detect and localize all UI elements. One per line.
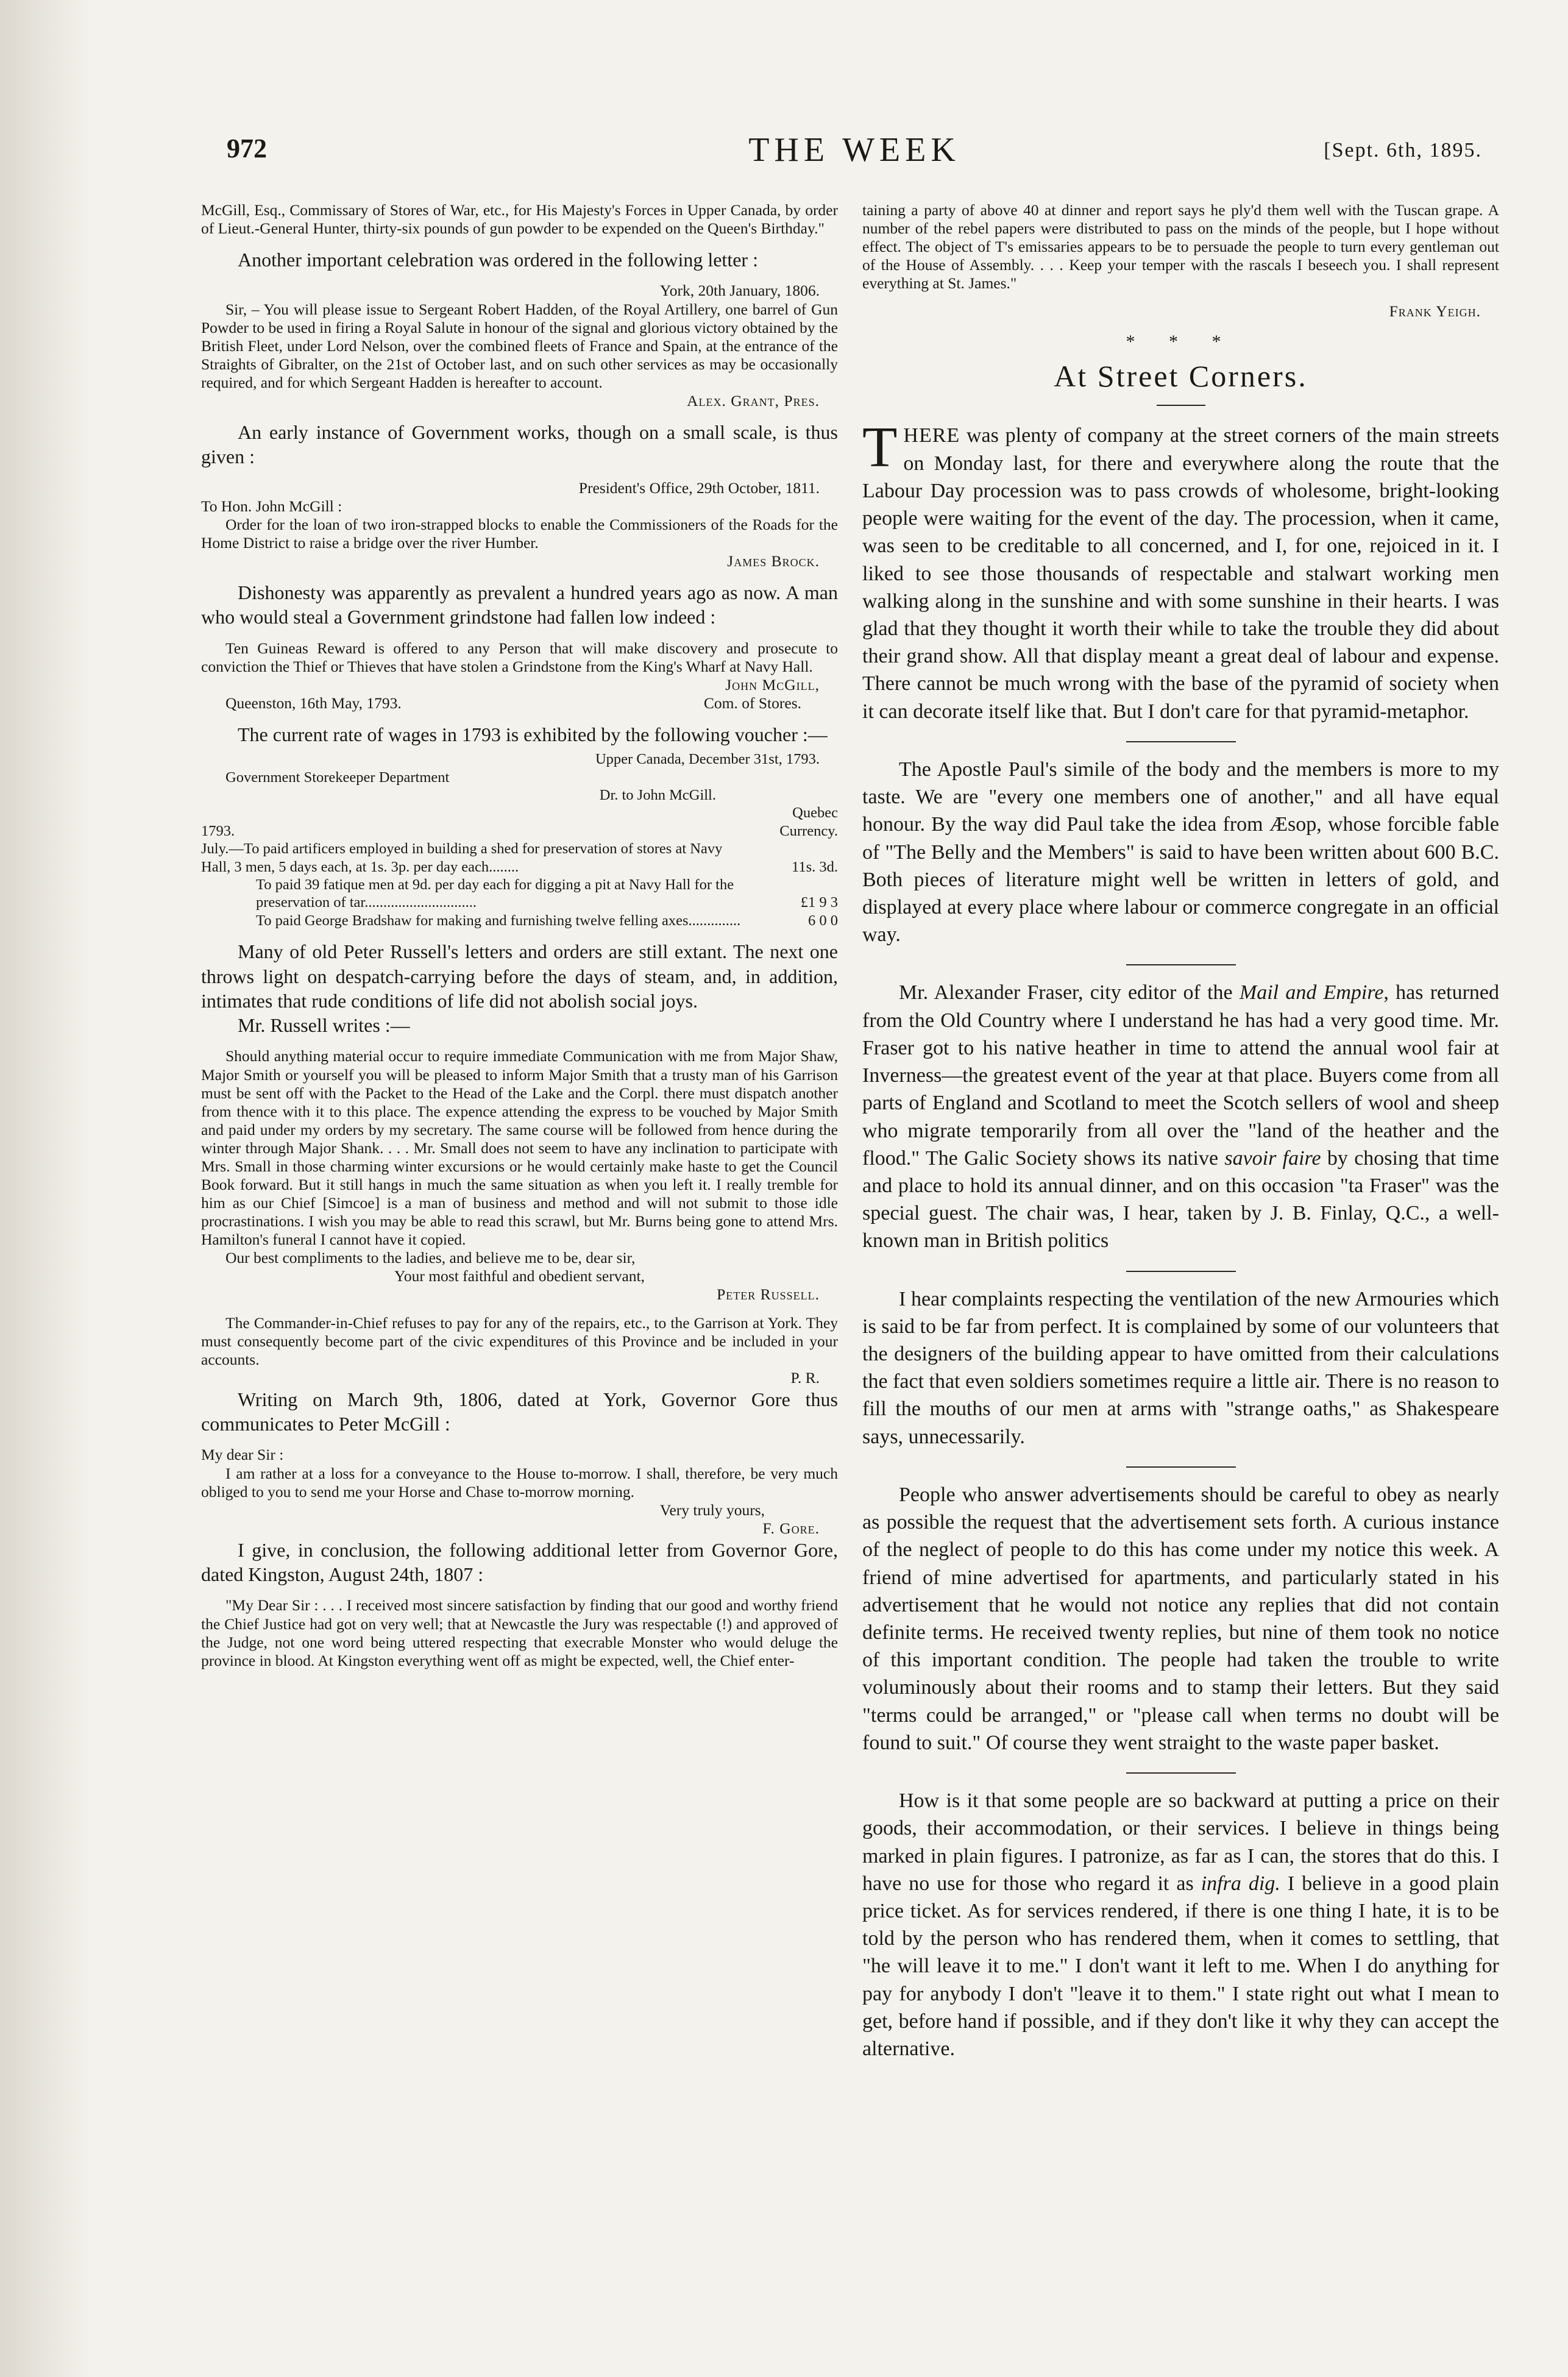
postscript-note: The Commander-in-Chief refuses to pay for any of the repairs, etc., to the Garrison at York. They must consequently become part of the civic expenditures of this Province and be included in your accounts. [201, 1313, 838, 1368]
body-paragraph: Many of old Peter Russell's letters and orders are still extant. The next one throws light on despatch-carrying before the days of steam, and, in addition, intimates that rude conditions of life did not abolish social joys. [201, 940, 838, 1012]
quoted-letter: Should anything material occur to require immediate Communication with me from Major Shaw, Major Smith or yourself you will be pleased to inform Major Smith that a trusty man of his Garrison must be sent off with the Packet to the Head of the Lake and the Corpl. there must dispatch another from thence with it to this place. The expence attending the express to be vouched by Major Smith and paid under my orders by my secretary. The same course will be followed from hence during the winter through Major Shank. . . . Mr. Small does not seem to have any inclination to participate with Mrs. Small in those charming winter excursions or he would certainly make haste to get the Council Book forward. But it still hangs in much the same situation as when you left it. I really tremble for him as our Chief [Simcoe] is a man of business and method and will not submit to those idle procrastinations. I wish you may be able to read this scrawl, but Mr. Burns being gone to attend Mrs. Hamilton's funeral I cannot have it copied. [201, 1047, 838, 1249]
letter-compliments: Our best compliments to the ladies, and believe me to be, dear sir, [225, 1249, 636, 1267]
body-paragraph: Mr. Russell writes :— [238, 1014, 410, 1037]
letter-place-date: York, 20th January, 1806. [659, 282, 820, 300]
notice-place-date: Queenston, 16th May, 1793. [225, 694, 402, 712]
article-byline: Frank Yeigh. [1389, 302, 1481, 321]
letter-closing: Your most faithful and obedient servant, [394, 1267, 645, 1285]
voucher-line-desc: July.—To paid artificers employed in building a shed for preservation of stores at Navy Hall, 3 men, 5 days each, at 1s. 3p. per day each........ [201, 840, 723, 875]
voucher-line [201, 876, 838, 912]
column-paragraph [862, 416, 1499, 725]
letter-signature: F. Gore. [762, 1519, 820, 1537]
paragraph-text: How is it that some people are so backward at putting a price on their goods, their accommodation, or their services. I believe in things being marked in plain figures. I patronize, as far as I can, the stores that do this. I have no use for those who regard it as [862, 1789, 1499, 1895]
right-column [862, 201, 1499, 2310]
page-number: 972 [227, 133, 267, 163]
page-header [227, 133, 1482, 188]
voucher-line-amount: 6 0 0 [808, 912, 838, 929]
voucher-line [201, 840, 838, 876]
section-divider [1126, 1772, 1236, 1774]
paragraph-text: , has returned from the Old Country where I understand he has had a very good time. Mr. Fraser got to his native heather in time to attend the annual wool fair at Inverness—the greatest event of the year at that place. Buyers come from all parts of England and Scotland to meet the Scotch sellers of wool and sheep who migrate temporarily from all over the "land of the heather and the flood." The Galic Society shows its native [862, 981, 1499, 1170]
section-divider [1126, 964, 1236, 965]
column-paragraph: People who answer advertisements should be careful to obey as nearly as possible the request that the advertisement sets forth. A curious instance of the neglect of people to do this has come under my notice this week. A friend of mine advertised for apartments, and particularly stated in his advertisement that he would not notice any replies that did not contain definite terms. He received twenty replies, but nine of them took no notice of this important condition. The people had taken the trouble to write voluminously about their rooms and to stamp their letters. But they said "terms could be arranged," or "please call when terms no doubt will be found to suit." Of course they went straight to the waste paper basket. [862, 1483, 1499, 1754]
quoted-letter-continued: taining a party of above 40 at dinner and report says he ply'd them well with the Tuscan grape. A number of the rebel papers were distributed to pass on the minds of the people, but I hope without effect. The object of T's emissaries appears to be to persuade the people to turn every gentleman out of the House of Assembly. . . . Keep your temper with the rascals I beseech you. I shall represent everything at St. James." [862, 201, 1499, 293]
quoted-letter: Sir, – You will please issue to Sergeant Robert Hadden, of the Royal Artillery, one barrel of Gun Powder to be used in firing a Royal Salute in honour of the signal and glorious victory obtained by the British Fleet, under Lord Nelson, over the combined fleets of France and Spain, at the entrance of the Straights of Gibralter, on the 21st of October last, and on such other services as may be occasionally required, and for which Sergeant Hadden is hereafter to account. [201, 300, 838, 391]
voucher-place-date: Upper Canada, December 31st, 1793. [595, 751, 820, 768]
body-paragraph: An early instance of Government works, though on a small scale, is thus given : [201, 421, 838, 468]
voucher-line-amount: £1 9 3 [800, 894, 838, 911]
letter-place-date: President's Office, 29th October, 1811. [578, 478, 820, 497]
body-paragraph: Dishonesty was apparently as prevalent a hundred years ago as now. A man who would steal a Government grindstone had fallen low indeed : [201, 581, 838, 628]
notice-signature-name: John McGill, [725, 675, 820, 694]
body-paragraph: Writing on March 9th, 1806, dated at York, Governor Gore thus communicates to Peter McGill : [201, 1388, 838, 1435]
foreign-phrase: infra dig. [1201, 1872, 1280, 1895]
left-column [201, 201, 838, 2310]
quoted-letter: "My Dear Sir : . . . I received most sincere satisfaction by finding that our good and worthy friend the Chief Justice had got on very well; that at Newcastle the Jury was respectable (!) and approved of the Judge, not one word being uttered respecting that execrable Monster who would deluge the province in blood. At Kingston everything went off as might be expected, well, the Chief enter- [201, 1596, 838, 1669]
issue-date: [Sept. 6th, 1895. [1324, 139, 1482, 162]
reward-notice: Ten Guineas Reward is offered to any Person that will make discovery and prosecute to conviction the Thief or Thieves that have stolen a Grindstone from the King's Wharf at Navy Hall. [201, 639, 838, 675]
letter-signature: Alex. Grant, Pres. [687, 391, 820, 410]
paragraph-text: I believe in a good plain price ticket. As for services rendered, if there is one thing I hate, it is to be told by the person who has rendered them, when it comes to settling, that "he will leave it to me." I don't want it left to me. When I do anything for pay for anybody I don't "leave it to them." I state right out what I mean to get, before hand if possible, and if they don't like it why they can accept the alternative. [862, 1872, 1499, 2061]
section-divider [1126, 741, 1236, 742]
title-rule [1157, 405, 1205, 406]
continued-paragraph: McGill, Esq., Commissary of Stores of War, etc., for His Majesty's Forces in Upper Canada, by order of Lieut.-General Hunter, thirty-six pounds of gun powder to be expended on the Queen's Birthday." [201, 201, 838, 238]
drop-cap: T [862, 416, 898, 480]
letter-salutation: My dear Sir : [201, 1446, 284, 1464]
column-paragraph [862, 1787, 1499, 2063]
body-paragraph: I give, in conclusion, the following additional letter from Governor Gore, dated Kingston, August 24th, 1807 : [201, 1538, 838, 1586]
masthead-title: THE WEEK [748, 131, 960, 169]
paragraph-text: by chosing that time and place to hold its annual dinner, and on this occasion "ta Fraser" was the special guest. The chair was, I hear, taken by J. B. Finlay, Q.C., a well-known man in British politics [862, 1146, 1499, 1252]
body-paragraph: The current rate of wages in 1793 is exhibited by the following voucher :— [238, 723, 828, 745]
voucher-department: Government Storekeeper Department [225, 769, 450, 786]
postscript-signature: P. R. [790, 1368, 820, 1387]
column-paragraph [862, 979, 1499, 1254]
notice-signature-title: Com. of Stores. [703, 694, 801, 712]
body-paragraph: Another important celebration was ordered in the following letter : [238, 249, 758, 271]
page-margin-shade [0, 0, 91, 2377]
section-title: At Street Corners. [1054, 359, 1308, 394]
paragraph-text: Mr. Alexander Fraser, city editor of the [899, 981, 1240, 1004]
wage-voucher [201, 750, 838, 929]
voucher-currency: Quebec Currency. [779, 805, 838, 839]
lead-word: HERE [903, 424, 960, 447]
newspaper-name: Mail and Empire [1239, 981, 1384, 1004]
column-paragraph: The Apostle Paul's simile of the body and the members is more to my taste. We are "every one members one of another," and all have equal honour. By the way did Paul take the idea from Æsop, whose forcible fable of "The Belly and the Members" is said to have been written about 600 B.C. Both pieces of literature might well be written in letters of gold, and displayed at every place where labour or commerce congregate in an official way. [862, 758, 1499, 947]
voucher-head [201, 804, 838, 840]
section-divider [1126, 1466, 1236, 1468]
paragraph-text: was plenty of company at the street corners of the main streets on Monday last, for there and everywhere along the route that the Labour Day procession was to pass crowds of wholesome, bright-looking people were waiting for the event of the day. The procession, when it came, was seen to be creditable to all concerned, and I, for one, rejoiced in it. I liked to see those thousands of respectable and stalwart working men walking along in the sunshine and with some sunshine in their hearts. I was glad that they thought it worth their while to take the trouble they did about their grand show. All that display meant a great deal of labour and expense. There cannot be much wrong with the base of the pyramid of society when it can decorate itself like that. But I don't care for that pyramid-metaphor. [862, 424, 1499, 723]
letter-closing: Very truly yours, [659, 1501, 765, 1519]
voucher-line-amount: 11s. 3d. [791, 858, 838, 875]
section-ornament: * * * [1126, 332, 1236, 352]
voucher-line-desc: To paid 39 fatique men at 9d. per day each for digging a pit at Navy Hall for the preservation of tar.............................. [256, 876, 734, 911]
section-divider [1126, 1271, 1236, 1272]
quoted-letter: I am rather at a loss for a conveyance to the House to-morrow. I shall, therefore, be very much obliged to you to send me your Horse and Chase to-morrow morning. [201, 1464, 838, 1501]
voucher-line-desc: To paid George Bradshaw for making and furnishing twelve felling axes.............. [256, 912, 741, 929]
voucher-year: 1793. [201, 822, 235, 839]
quoted-letter: Order for the loan of two iron-strapped blocks to enable the Commissioners of the Roads for the Home District to raise a bridge over the river Humber. [201, 515, 838, 552]
letter-signature: Peter Russell. [717, 1285, 820, 1304]
notice-footer [201, 694, 838, 712]
voucher-debtor: Dr. to John McGill. [599, 787, 716, 804]
foreign-phrase: savoir faire [1224, 1146, 1321, 1170]
letter-recipient: To Hon. John McGill : [201, 497, 342, 515]
voucher-line [201, 912, 838, 929]
column-paragraph: I hear complaints respecting the ventilation of the new Armouries which is said to be far from perfect. It is complained by some of our volunteers that the designers of the building appear to have omitted from their calculations the fact that even soldiers sometimes require a little air. There is no reason to fill the mouths of our men at arms with "strange oaths," as Shakespeare says, unnecessarily. [862, 1287, 1499, 1448]
letter-signature: James Brock. [727, 552, 820, 570]
